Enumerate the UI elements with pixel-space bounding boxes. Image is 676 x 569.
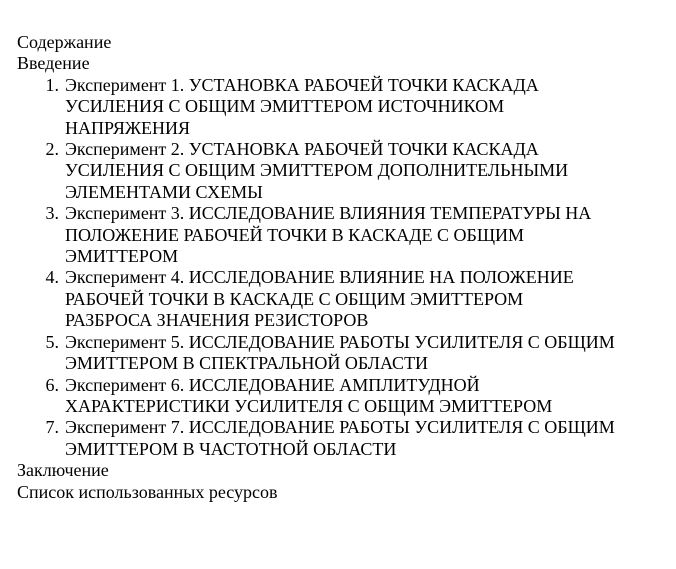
list-number: 6.: [45, 374, 59, 395]
toc-experiment-list: [17, 75, 657, 460]
toc-item-line: ЭЛЕМЕНТАМИ СХЕМЫ: [65, 181, 263, 202]
toc-item-line: Эксперимент 5. ИССЛЕДОВАНИЕ РАБОТЫ УСИЛИТЕЛЯ С ОБЩИМ: [65, 331, 615, 352]
toc-item-line: Эксперимент 4. ИССЛЕДОВАНИЕ ВЛИЯНИЕ НА ПОЛОЖЕНИЕ: [65, 267, 574, 288]
toc-item-experiment-4[interactable]: [17, 267, 657, 331]
toc-item-experiment-6[interactable]: [17, 375, 657, 418]
toc-item-line: ХАРАКТЕРИСТИКИ УСИЛИТЕЛЯ С ОБЩИМ ЭМИТТЕРОМ: [65, 395, 553, 416]
toc-item-experiment-5[interactable]: [17, 332, 657, 375]
toc-item-line: Эксперимент 1. УСТАНОВКА РАБОЧЕЙ ТОЧКИ КАСКАДА: [65, 74, 539, 95]
toc-item-introduction[interactable]: Введение: [17, 53, 90, 74]
toc-item-line: УСИЛЕНИЯ С ОБЩИМ ЭМИТТЕРОМ ДОПОЛНИТЕЛЬНЫМИ: [65, 160, 569, 181]
toc-item-line: ЭМИТТЕРОМ В ЧАСТОТНОЙ ОБЛАСТИ: [65, 438, 397, 459]
toc-item-line: ПОЛОЖЕНИЕ РАБОЧЕЙ ТОЧКИ В КАСКАДЕ С ОБЩИМ: [65, 224, 525, 245]
toc-item-line: ЭМИТТЕРОМ: [65, 246, 179, 267]
list-number: 5.: [45, 331, 59, 352]
toc-item-line: РАБОЧЕЙ ТОЧКИ В КАСКАДЕ С ОБЩИМ ЭМИТТЕРОМ: [65, 288, 524, 309]
toc-item-line: НАПРЯЖЕНИЯ: [65, 117, 191, 138]
toc-item-experiment-7[interactable]: [17, 417, 657, 460]
toc-item-experiment-2[interactable]: [17, 139, 657, 203]
toc-item-line: Эксперимент 2. УСТАНОВКА РАБОЧЕЙ ТОЧКИ КАСКАДА: [65, 139, 539, 160]
list-number: 4.: [45, 267, 59, 288]
document-body: [17, 32, 657, 503]
toc-item-line: РАЗБРОСА ЗНАЧЕНИЯ РЕЗИСТОРОВ: [65, 310, 369, 331]
toc-item-conclusion[interactable]: Заключение: [17, 460, 109, 481]
toc-item-line: Эксперимент 3. ИССЛЕДОВАНИЕ ВЛИЯНИЯ ТЕМПЕРАТУРЫ НА: [65, 203, 592, 224]
toc-item-experiment-1[interactable]: [17, 75, 657, 139]
list-number: 3.: [45, 203, 59, 224]
toc-item-line: УСИЛЕНИЯ С ОБЩИМ ЭМИТТЕРОМ ИСТОЧНИКОМ: [65, 96, 505, 117]
toc-item-references[interactable]: Список использованных ресурсов: [17, 481, 278, 502]
toc-heading: Содержание: [17, 32, 112, 52]
toc-item-experiment-3[interactable]: [17, 203, 657, 267]
list-number: 7.: [45, 417, 59, 438]
toc-item-line: ЭМИТТЕРОМ В СПЕКТРАЛЬНОЙ ОБЛАСТИ: [65, 353, 429, 374]
toc-item-line: Эксперимент 6. ИССЛЕДОВАНИЕ АМПЛИТУДНОЙ: [65, 374, 480, 395]
list-number: 1.: [45, 74, 59, 95]
list-number: 2.: [45, 139, 59, 160]
toc-item-line: Эксперимент 7. ИССЛЕДОВАНИЕ РАБОТЫ УСИЛИТЕЛЯ С ОБЩИМ: [65, 417, 615, 438]
